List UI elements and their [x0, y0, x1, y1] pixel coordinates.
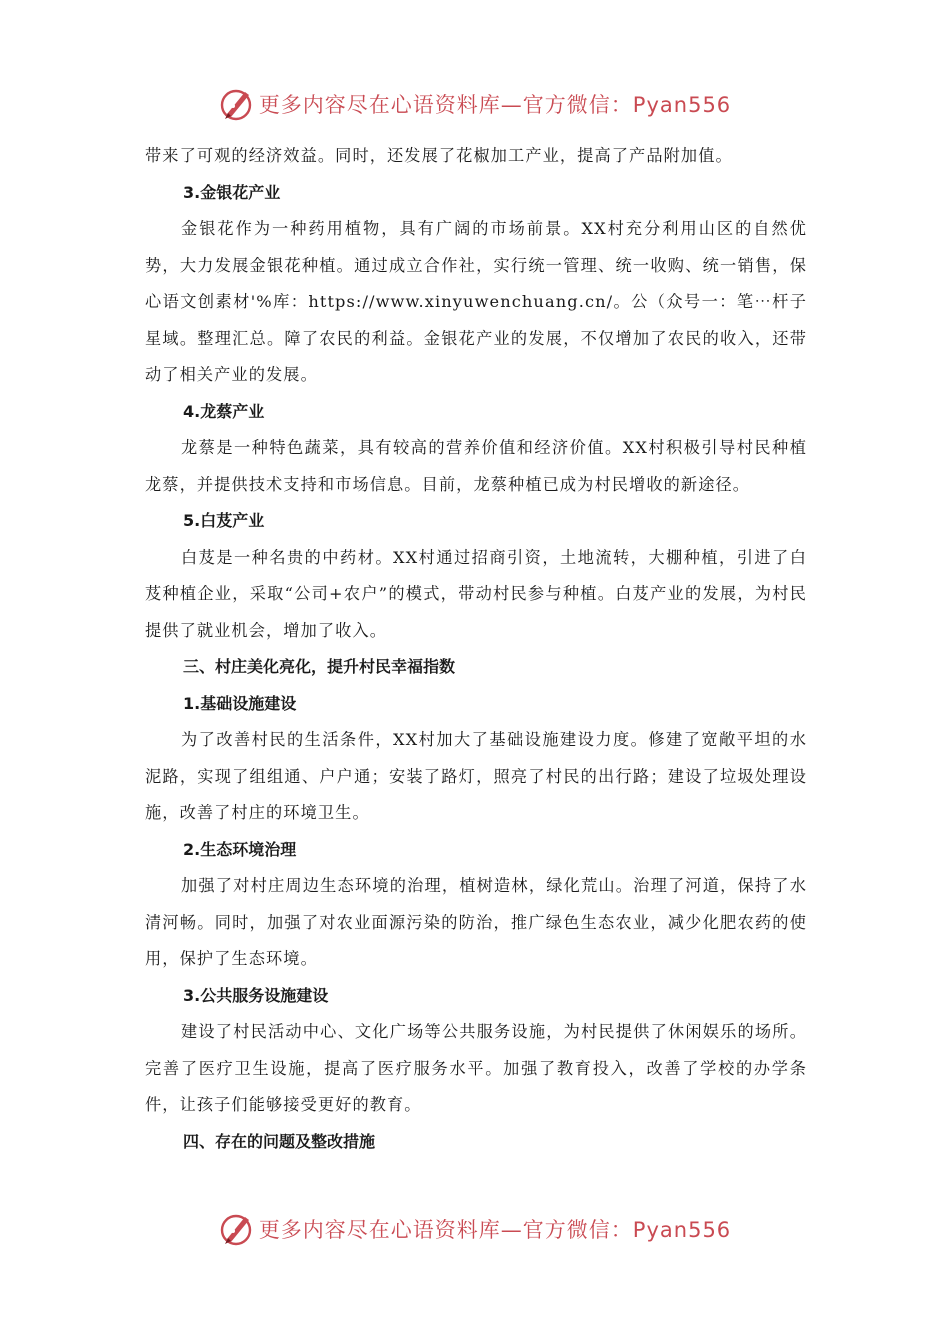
header-banner	[0, 82, 950, 126]
section-heading: 3.公共服务设施建设	[183, 985, 329, 1005]
section-heading: 四、存在的问题及整改措施	[183, 1131, 376, 1151]
pen-circle-logo-icon	[219, 86, 255, 122]
body-paragraph: 为了改善村民的生活条件，XX村加大了基础设施建设力度。修建了宽敞平坦的水泥路，实现了组组通、户户通；安装了路灯，照亮了村民的出行路；建设了垃圾处理设施，改善了村庄的环境卫生。	[145, 730, 807, 822]
body-paragraph: 龙蔡是一种特色蔬菜，具有较高的营养价值和经济价值。XX村积极引导村民种植龙蔡，并提供技术支持和市场信息。目前，龙蔡种植已成为村民增收的新途径。	[145, 438, 807, 494]
banner-text: 更多内容尽在心语资料库—官方微信：Pyan556	[258, 1218, 732, 1242]
section-heading: 5.白芨产业	[183, 511, 265, 530]
banner-text: 更多内容尽在心语资料库—官方微信：Pyan556	[258, 93, 732, 117]
section-heading: 4.龙蔡产业	[183, 401, 265, 421]
section-heading: 2.生态环境治理	[183, 839, 297, 859]
section-heading: 三、村庄美化亮化，提升村民幸福指数	[183, 657, 456, 676]
body-paragraph: 带来了可观的经济效益。同时，还发展了花椒加工产业，提高了产品附加值。	[145, 146, 733, 165]
section-heading: 3.金银花产业	[183, 182, 281, 202]
document-body	[145, 138, 807, 1160]
footer-banner	[0, 1207, 950, 1251]
body-paragraph: 白芨是一种名贵的中药材。XX村通过招商引资，土地流转，大棚种植，引进了白芨种植企业，采取“公司+农户”的模式，带动村民参与种植。白芨产业的发展，为村民提供了就业机会，增加了收入。	[145, 547, 807, 640]
body-paragraph: 建设了村民活动中心、文化广场等公共服务设施，为村民提供了休闲娱乐的场所。完善了医疗卫生设施，提高了医疗服务水平。加强了教育投入，改善了学校的办学条件，让孩子们能够接受更好的教育。	[145, 1022, 807, 1114]
section-heading: 1.基础设施建设	[183, 693, 297, 713]
body-paragraph: 加强了对村庄周边生态环境的治理，植树造林，绿化荒山。治理了河道，保持了水清河畅。同时，加强了对农业面源污染的防治，推广绿色生态农业，减少化肥农药的使用，保护了生态环境。	[145, 876, 807, 968]
body-paragraph: 金银花作为一种药用植物，具有广阔的市场前景。XX村充分利用山区的自然优势，大力发展金银花种植。通过成立合作社，实行统一管理、统一收购、统一销售，保心语文创素材'%库：https://www.xinyuwenchuang.cn/。公（众号一：笔⋯杆子星域。整理汇总。障了农民的利益。金银花产业的发展，不仅增加了农民的收入，还带动了相关产业的发展。	[145, 219, 807, 384]
pen-circle-logo-icon	[219, 1211, 255, 1247]
